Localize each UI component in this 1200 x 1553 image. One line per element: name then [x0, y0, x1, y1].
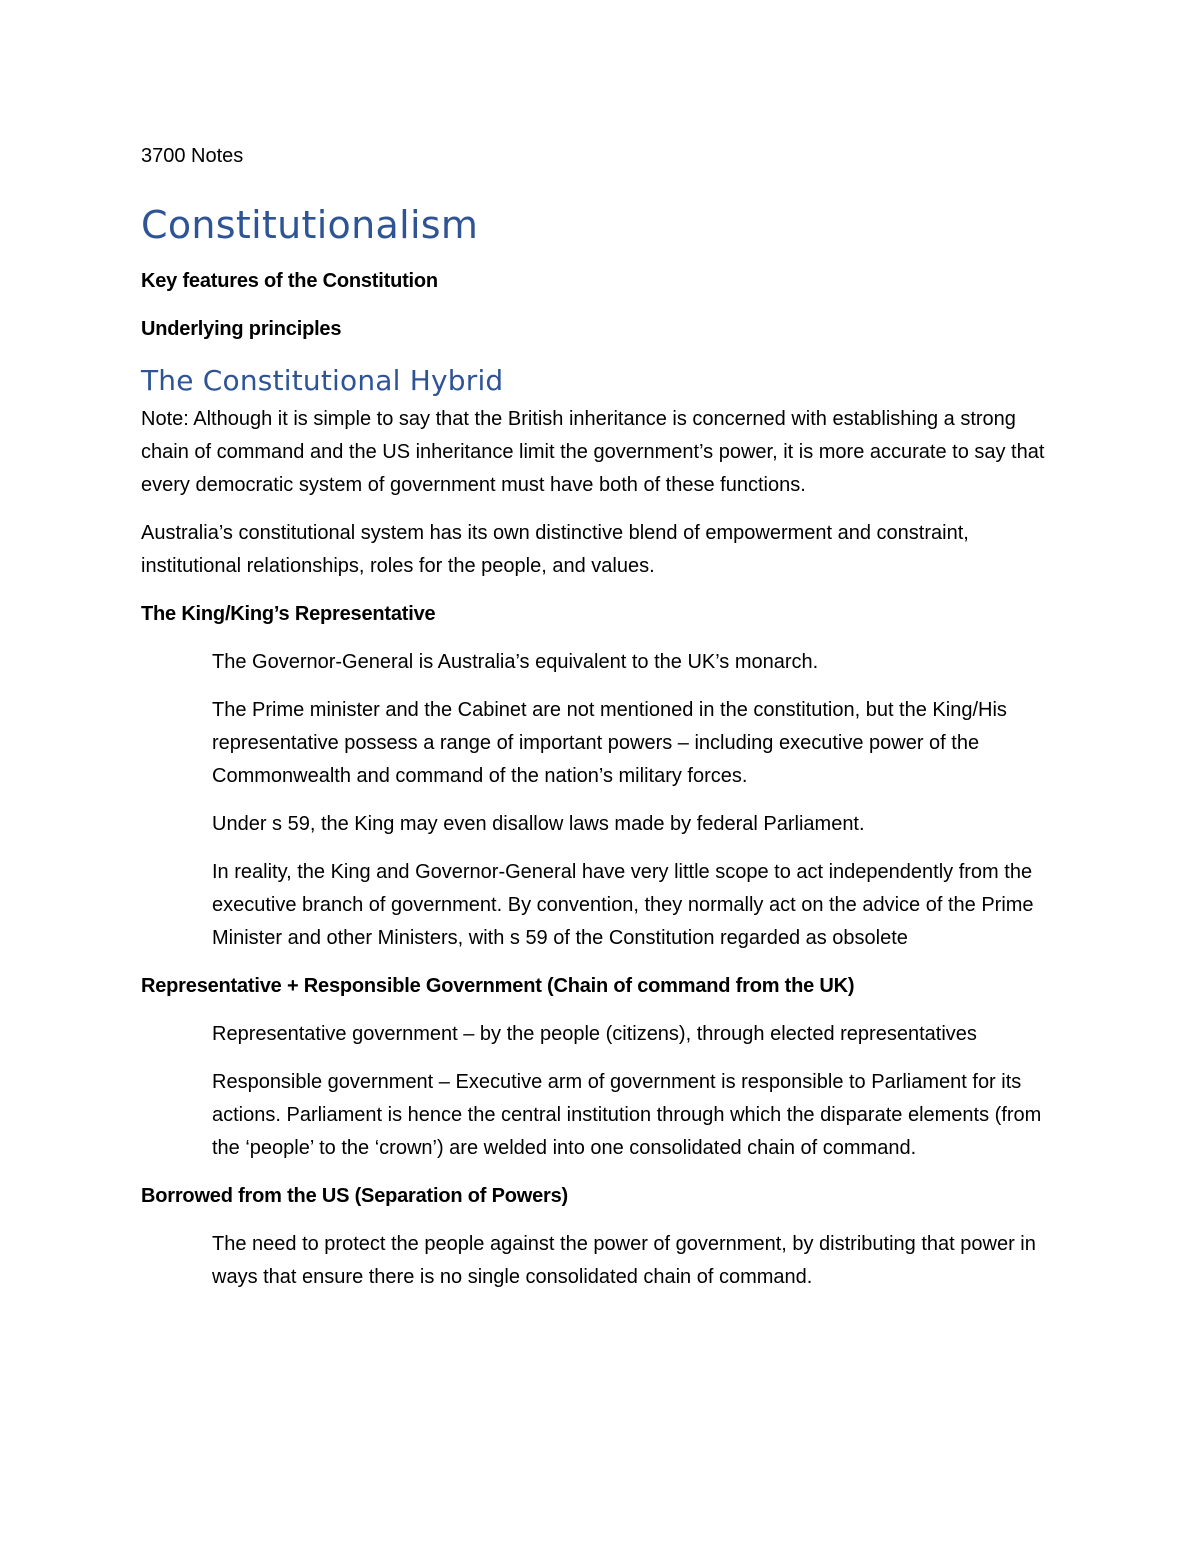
underlying-principles-heading: Underlying principles: [141, 318, 342, 340]
separation-of-powers-paragraph: The need to protect the people against the power of government, by distributing that power in ways that ensure there is no single consolidated chain of command.: [212, 1233, 1036, 1288]
document-body: [141, 140, 1066, 1309]
king-paragraph: In reality, the King and Governor-General have very little scope to act independently from the executive branch of government. By convention, they normally act on the advice of the Prime Minister and other Ministers, with s 59 of the Constitution regarded as obsolete: [212, 861, 1034, 949]
hybrid-note-paragraph: Note: Although it is simple to say that the British inheritance is concerned with establishing a strong chain of command and the US inheritance limit the government’s power, it is more accurate to say that every democratic system of government must have both of these functions.: [141, 408, 1045, 496]
constitutional-hybrid-heading: The Constitutional Hybrid: [141, 364, 504, 397]
australia-blend-paragraph: Australia’s constitutional system has its own distinctive blend of empowerment and constraint, institutional relationships, roles for the people, and values.: [141, 522, 969, 577]
king-paragraph: Under s 59, the King may even disallow laws made by federal Parliament.: [212, 813, 865, 835]
key-features-heading: Key features of the Constitution: [141, 270, 438, 292]
responsible-paragraph: Responsible government – Executive arm of government is responsible to Parliament for its actions. Parliament is hence the central institution through which the disparate elements (from the ‘people’ to the ‘crown’) are welded into one consolidated chain of command.: [212, 1071, 1042, 1159]
representative-paragraph: Representative government – by the people (citizens), through elected representatives: [212, 1023, 977, 1045]
page-title: Constitutionalism: [141, 203, 479, 247]
king-paragraph: The Governor-General is Australia’s equivalent to the UK’s monarch.: [212, 651, 819, 673]
king-section-heading: The King/King’s Representative: [141, 603, 436, 625]
separation-of-powers-heading: Borrowed from the US (Separation of Powers): [141, 1185, 569, 1207]
notes-label: 3700 Notes: [141, 145, 244, 167]
representative-government-heading: Representative + Responsible Government (Chain of command from the UK): [141, 975, 855, 997]
king-paragraph: The Prime minister and the Cabinet are not mentioned in the constitution, but the King/His representative possess a range of important powers – including executive power of the Commonwealth and command of the nation’s military forces.: [212, 699, 1007, 787]
